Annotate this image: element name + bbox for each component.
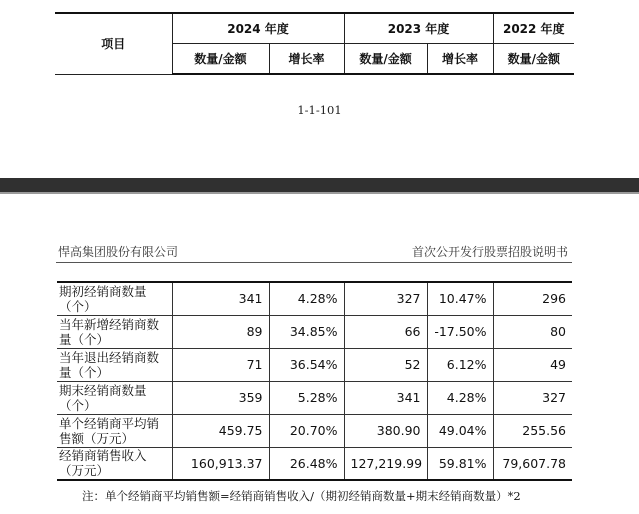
cell-value-2023: 66 [344,315,427,348]
sub-header: 数量/金额 [344,44,427,75]
cell-value-2024: 160,913.37 [172,447,269,480]
cell-growth-2024: 20.70% [269,414,344,447]
document-header [58,243,568,261]
cell-growth-2023: 59.81% [427,447,493,480]
cell-growth-2023: 6.12% [427,348,493,381]
sub-header: 数量/金额 [172,44,269,75]
cell-growth-2024: 5.28% [269,381,344,414]
cell-value-2023: 327 [344,282,427,315]
cell-value-2022: 296 [493,282,572,315]
cell-value-2023: 341 [344,381,427,414]
cell-value-2022: 80 [493,315,572,348]
cell-value-2023: 127,219.99 [344,447,427,480]
table-row [57,414,572,447]
cell-value-2024: 71 [172,348,269,381]
cell-value-2024: 341 [172,282,269,315]
page-divider [0,178,639,192]
cell-value-2022: 255.56 [493,414,572,447]
cell-value-2022: 79,607.78 [493,447,572,480]
cell-growth-2023: 49.04% [427,414,493,447]
cell-value-2023: 52 [344,348,427,381]
cell-growth-2024: 4.28% [269,282,344,315]
year-2023-header: 2023 年度 [344,13,493,44]
table-row [57,282,572,315]
header-table [55,12,574,75]
row-label: 当年新增经销商数量（个） [57,315,172,348]
cell-value-2022: 49 [493,348,572,381]
cell-growth-2024: 34.85% [269,315,344,348]
row-label: 经销商销售收入（万元） [57,447,172,480]
table-row [57,381,572,414]
cell-growth-2024: 26.48% [269,447,344,480]
page-number: 1-1-101 [297,103,342,117]
document-title: 首次公开发行股票招股说明书 [411,245,568,259]
year-2024-header: 2024 年度 [172,13,344,44]
row-label: 当年退出经销商数量（个） [57,348,172,381]
table-row [57,447,572,480]
cell-growth-2023: 4.28% [427,381,493,414]
distributor-table [57,281,572,481]
company-name: 悍高集团股份有限公司 [58,245,179,259]
cell-growth-2024: 36.54% [269,348,344,381]
cell-value-2022: 327 [493,381,572,414]
sub-header: 增长率 [269,44,344,75]
header-rule [56,262,572,263]
cell-value-2023: 380.90 [344,414,427,447]
year-2022-header: 2022 年度 [493,13,574,44]
cell-value-2024: 459.75 [172,414,269,447]
cell-growth-2023: -17.50% [427,315,493,348]
sub-header: 数量/金额 [493,44,574,75]
row-label: 单个经销商平均销售额（万元） [57,414,172,447]
sub-header: 增长率 [427,44,493,75]
table-row [57,315,572,348]
row-label: 期末经销商数量（个） [57,381,172,414]
table-row [57,348,572,381]
cell-value-2024: 89 [172,315,269,348]
cell-value-2024: 359 [172,381,269,414]
row-label: 期初经销商数量（个） [57,282,172,315]
footnote: 注：单个经销商平均销售额=经销商销售收入/（期初经销商数量+期末经销商数量）*2 [82,489,521,503]
item-header: 项目 [55,13,172,74]
cell-growth-2023: 10.47% [427,282,493,315]
